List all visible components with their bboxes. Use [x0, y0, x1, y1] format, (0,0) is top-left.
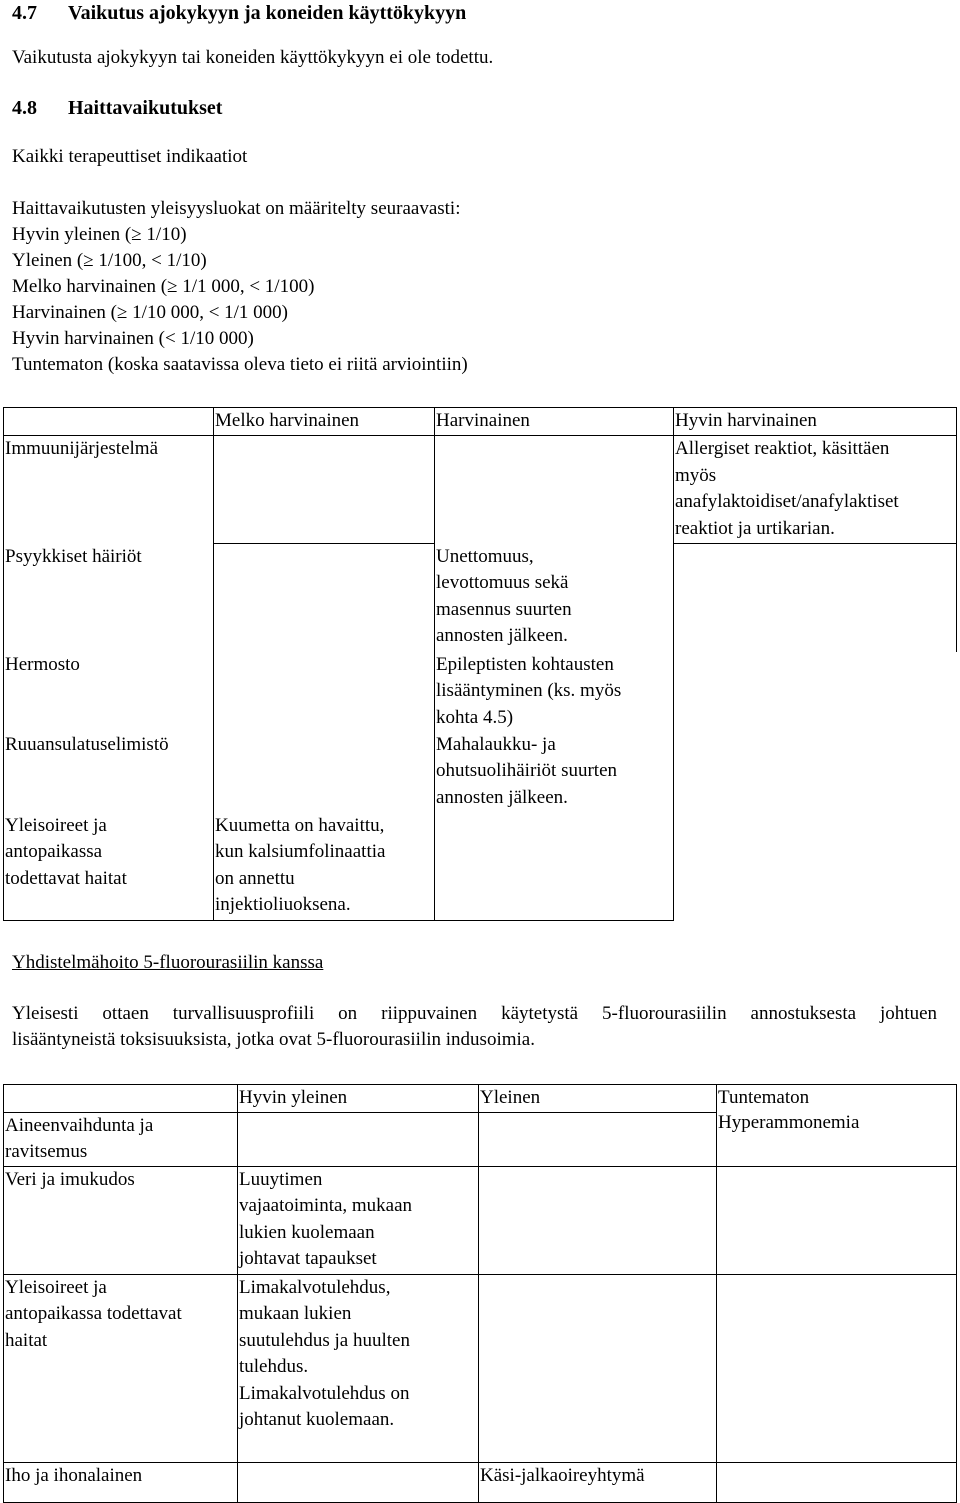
organ-cell	[4, 1274, 238, 1462]
table-row	[4, 544, 957, 652]
data-cell	[238, 1112, 479, 1166]
cell-line: anafylaktoidiset/anafylaktiset	[675, 491, 899, 512]
cell-line: johtavat tapaukset	[239, 1248, 377, 1269]
text-line: lisääntyneistä toksisuuksista, jotka ovat 5-fluorourasiilin indusoimia.	[12, 1029, 535, 1050]
cell-line: masennus suurten	[436, 598, 572, 620]
data-cell	[435, 652, 674, 732]
data-cell	[238, 1166, 479, 1274]
freq-line: Hyvin harvinainen (< 1/10 000)	[12, 328, 254, 349]
organ-label: haitat	[5, 1329, 48, 1351]
cell-line: lisääntyminen (ks. myös	[436, 680, 622, 701]
data-cell	[214, 436, 435, 544]
section-4-8-subtitle: Kaikki terapeuttiset indikaatiot	[12, 146, 248, 167]
organ-cell	[4, 1112, 238, 1166]
cell-line: annosten jälkeen.	[436, 625, 568, 646]
adverse-effects-table	[3, 407, 957, 921]
section-4-7-heading	[12, 0, 466, 26]
cell-line: Unettomuus,	[436, 545, 534, 567]
organ-cell	[4, 1166, 238, 1274]
cell-line: myös	[675, 464, 717, 486]
header-hyvin-yleinen: Hyvin yleinen	[239, 1087, 348, 1108]
text-line: Yleisesti ottaen turvallisuusprofiili on riippuvainen käytetystä 5-fluorourasiilin annostuksesta johtuen	[12, 1003, 937, 1024]
table-row	[4, 1166, 957, 1274]
organ-label: Hermosto	[5, 653, 80, 675]
cell-line: ohutsuolihäiriöt suurten	[436, 760, 618, 781]
organ-label: antopaikassa todettavat	[5, 1303, 182, 1324]
data-cell	[435, 813, 674, 921]
table-row	[4, 1462, 957, 1502]
data-cell	[479, 1274, 717, 1462]
data-cell	[717, 1462, 957, 1502]
section-number: 4.7	[12, 2, 37, 24]
data-cell	[214, 652, 435, 732]
cell-line: Kuumetta on havaittu,	[215, 814, 385, 836]
data-cell	[435, 544, 674, 652]
freq-line: Yleinen (≥ 1/100, < 1/10)	[12, 250, 207, 271]
cell-line: Hyperammonemia	[718, 1112, 860, 1133]
organ-cell	[4, 652, 214, 732]
table-row	[4, 732, 957, 813]
table-header-cell	[479, 1085, 717, 1113]
table-row	[4, 813, 957, 921]
data-cell	[479, 1166, 717, 1274]
table-row	[4, 436, 957, 544]
combination-adverse-effects-table	[3, 1084, 957, 1503]
data-cell	[238, 1462, 479, 1502]
freq-line: Haittavaikutusten yleisyysluokat on määritelty seuraavasti:	[12, 198, 461, 219]
cell-line: Limakalvotulehdus on	[239, 1382, 410, 1404]
section-number: 4.8	[12, 97, 37, 119]
organ-label: Aineenvaihdunta ja	[5, 1114, 154, 1136]
organ-label: Yleisoireet ja	[5, 814, 107, 836]
freq-line: Harvinainen (≥ 1/10 000, < 1/1 000)	[12, 302, 289, 323]
cell-line: levottomuus sekä	[436, 572, 569, 593]
data-cell	[214, 813, 435, 921]
organ-label: antopaikassa	[5, 841, 103, 862]
section-title: Haittavaikutukset	[68, 97, 223, 119]
cell-line: Limakalvotulehdus,	[239, 1276, 391, 1298]
header-harvinainen: Harvinainen	[436, 410, 530, 431]
table-header-cell	[214, 408, 435, 436]
data-cell	[435, 732, 674, 813]
organ-cell	[4, 813, 214, 921]
organ-label: Psyykkiset häiriöt	[5, 545, 142, 567]
organ-cell	[4, 732, 214, 813]
table-header-cell	[717, 1085, 957, 1113]
table-header-cell	[238, 1085, 479, 1113]
freq-line: Melko harvinainen (≥ 1/1 000, < 1/100)	[12, 276, 315, 297]
organ-label: Yleisoireet ja	[5, 1276, 107, 1298]
combination-text	[12, 1001, 937, 1053]
table-header-cell	[674, 408, 957, 436]
cell-line: Allergiset reaktiot, käsittäen	[675, 438, 890, 459]
data-cell	[674, 813, 957, 921]
data-cell	[717, 1166, 957, 1274]
data-cell	[214, 544, 435, 652]
data-cell	[674, 652, 957, 732]
header-melko-harvinainen: Melko harvinainen	[215, 410, 360, 431]
data-cell	[214, 732, 435, 813]
organ-label: Iho ja ihonalainen	[5, 1464, 143, 1486]
organ-label: Ruuansulatuselimistö	[5, 733, 169, 755]
cell-line: mukaan lukien	[239, 1303, 352, 1324]
organ-label: ravitsemus	[5, 1141, 88, 1162]
section-4-8-heading	[12, 95, 222, 121]
organ-label: Veri ja imukudos	[5, 1168, 135, 1190]
cell-line: Luuytimen	[239, 1168, 323, 1190]
organ-cell	[4, 544, 214, 652]
organ-label: Immuunijärjestelmä	[5, 438, 159, 459]
section-4-7-text: Vaikutusta ajokykyyn tai koneiden käyttökykyyn ei ole todettu.	[12, 47, 494, 68]
cell-line: Epileptisten kohtausten	[436, 653, 614, 675]
cell-line: Käsi-jalkaoireyhtymä	[480, 1464, 645, 1486]
data-cell	[674, 732, 957, 813]
data-cell	[717, 1274, 957, 1462]
cell-line: on annettu	[215, 867, 295, 889]
header-yleinen: Yleinen	[480, 1087, 541, 1108]
combination-heading: Yhdistelmähoito 5-fluorourasiilin kanssa	[12, 952, 324, 973]
data-cell	[717, 1112, 957, 1166]
section-title: Vaikutus ajokykyyn ja koneiden käyttökykyyn	[68, 2, 467, 24]
organ-cell	[4, 436, 214, 544]
cell-line: kohta 4.5)	[436, 706, 514, 728]
cell-line: annosten jälkeen.	[436, 786, 568, 808]
table-header-row	[4, 1085, 957, 1113]
cell-line: johtanut kuolemaan.	[239, 1409, 395, 1430]
freq-line: Hyvin yleinen (≥ 1/10)	[12, 224, 187, 245]
cell-line: lukien kuolemaan	[239, 1221, 375, 1243]
header-tuntematon: Tuntematon	[718, 1087, 810, 1108]
freq-line: Tuntematon (koska saatavissa oleva tieto ei riitä arviointiin)	[12, 354, 468, 375]
header-hyvin-harvinainen: Hyvin harvinainen	[675, 410, 817, 431]
organ-label: todettavat haitat	[5, 867, 127, 889]
organ-cell	[4, 1462, 238, 1502]
cell-line: vajaatoiminta, mukaan	[239, 1195, 413, 1216]
cell-line: Mahalaukku- ja	[436, 733, 556, 755]
cell-line: suutulehdus ja huulten	[239, 1329, 410, 1351]
data-cell	[674, 436, 957, 544]
cell-line: reaktiot ja urtikarian.	[675, 517, 835, 539]
table-header-cell	[4, 408, 214, 436]
table-header-cell	[4, 1085, 238, 1113]
data-cell	[435, 436, 674, 544]
table-row	[4, 1274, 957, 1462]
cell-line: injektioliuoksena.	[215, 894, 351, 915]
data-cell	[479, 1462, 717, 1502]
data-cell	[674, 544, 957, 652]
table-header-row	[4, 408, 957, 436]
cell-line: kun kalsiumfolinaattia	[215, 841, 386, 862]
table-header-cell	[435, 408, 674, 436]
data-cell	[479, 1112, 717, 1166]
cell-line: tulehdus.	[239, 1356, 309, 1377]
data-cell	[238, 1274, 479, 1462]
table-row	[4, 652, 957, 732]
frequency-definitions	[12, 196, 468, 378]
table-row	[4, 1112, 957, 1166]
